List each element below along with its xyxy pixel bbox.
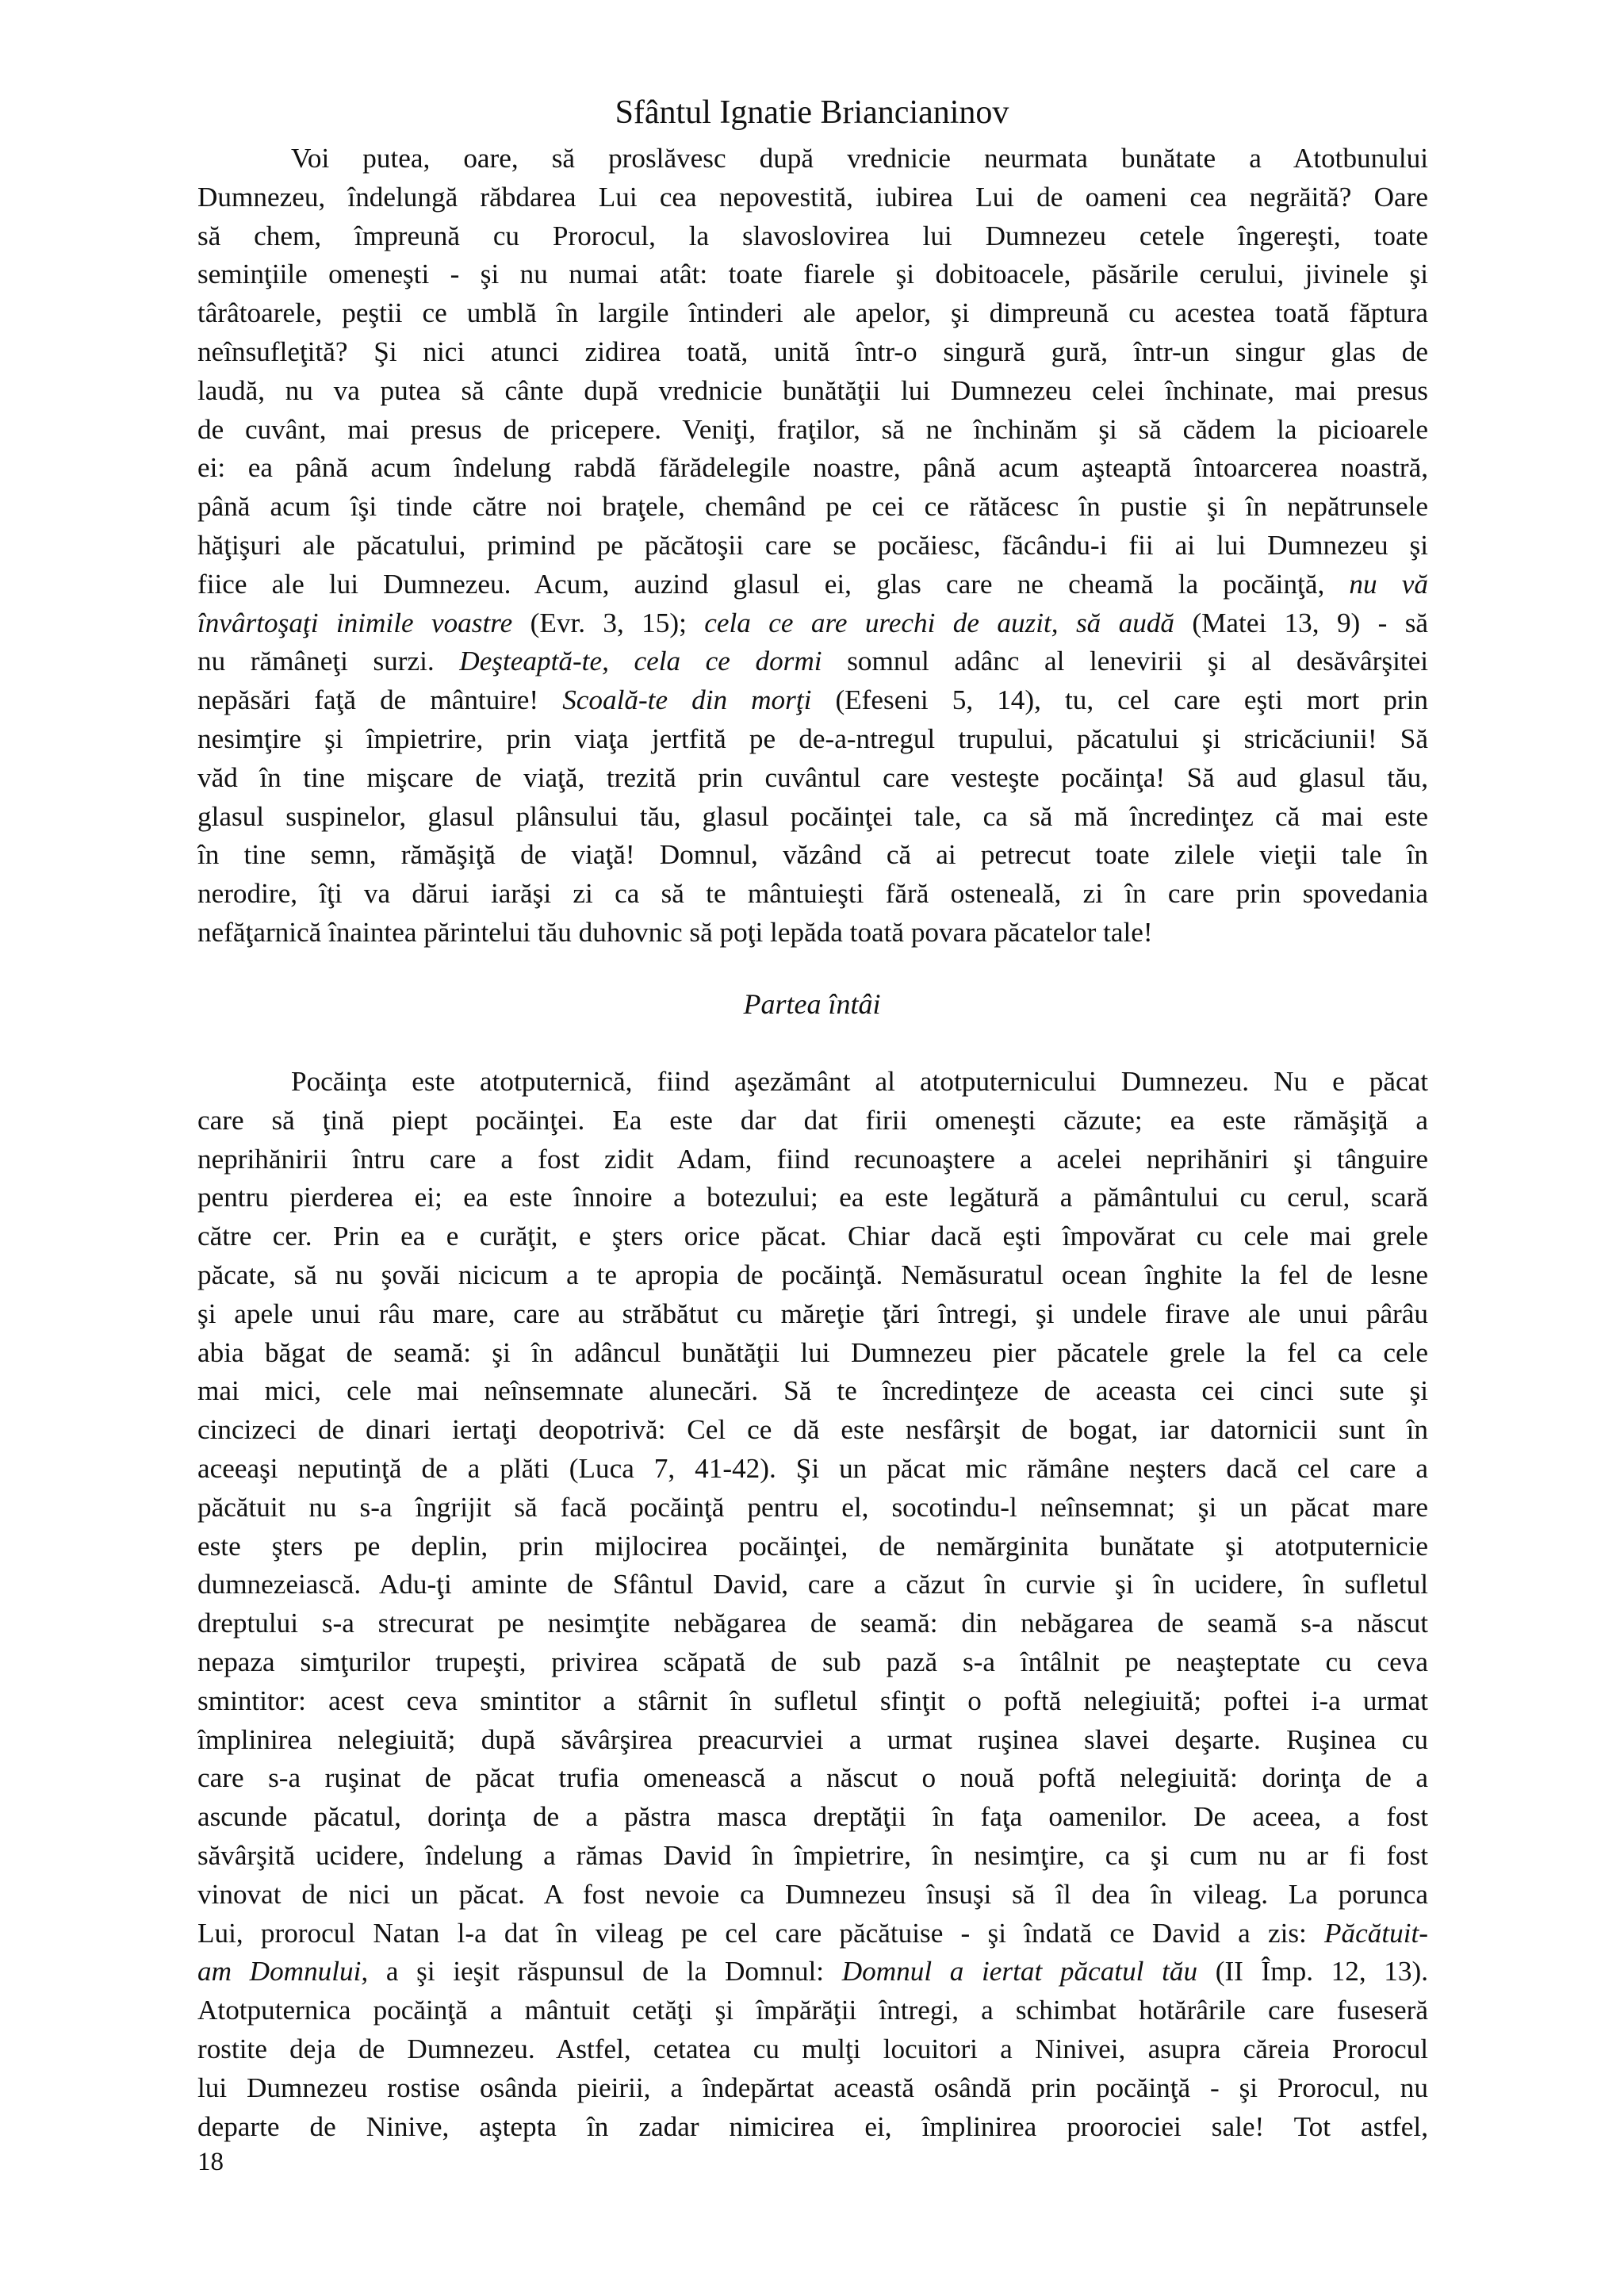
- scripture-quote: învârtoşaţi inimile voastre: [197, 607, 513, 638]
- text-line: [197, 642, 1428, 681]
- text-line: dumnezeiască. Adu-ţi aminte de Sfântul David, care a căzut în curvie şi în ucidere, în sufletul: [197, 1569, 1428, 1600]
- text-line: către cer. Prin ea e curăţit, e şters orice păcat. Chiar dacă eşti împovărat cu cele mai grele: [197, 1221, 1428, 1252]
- text-line: vinovat de nici un păcat. A fost nevoie ca Dumnezeu însuşi să îl dea în vileag. La porunca: [197, 1878, 1428, 1910]
- running-title: Sfântul Ignatie Briancianinov: [615, 94, 1009, 131]
- text-run: nepăsări faţă de mântuire!: [197, 684, 539, 716]
- text-line: ei: ea până acum îndelung rabdă fărădelegile noastre, până acum aşteaptă întoarcerea noastră,: [197, 452, 1428, 484]
- text-line: de cuvânt, mai presus de pricepere. Veniţi, fraţilor, să ne închinăm şi să cădem la picioarele: [197, 413, 1428, 445]
- text-line: să chem, împreună cu Prorocul, la slavoslovirea lui Dumnezeu cetele îngereşti, toate: [197, 220, 1428, 251]
- scripture-reference: (Matei 13, 9) - să: [1192, 607, 1428, 638]
- text-line: Dumnezeu, îndelungă răbdarea Lui cea nepovestită, iubirea Lui de oameni cea negrăită? Oare: [197, 181, 1428, 213]
- text-line: dreptului s-a strecurat pe nesimţite nebăgarea de seamă: din nebăgarea de seamă s-a născut: [197, 1608, 1428, 1639]
- scripture-reference: (II Împ. 12, 13).: [1215, 1956, 1428, 1987]
- text-line: săvârşită ucidere, îndelung a rămas David în împietrire, în nesimţire, ca şi cum nu ar fi fost: [197, 1839, 1428, 1871]
- text-line: nefăţarnică înaintea părintelui tău duhovnic să poţi lepăda toată povara păcatelor tale!: [197, 916, 1153, 948]
- text-line: smintitor: acest ceva smintitor a stârnit în sufletul sfinţit o poftă nelegiuită; poftei i-a urmat: [197, 1685, 1428, 1716]
- scripture-reference: (Efeseni 5, 14), tu, cel care eşti mort prin: [835, 684, 1428, 716]
- text-line: văd în tine mişcare de viaţă, trezită prin cuvântul care vesteşte pocăinţa! Să aud glasul tău,: [197, 761, 1428, 793]
- text-line: târâtoarele, peştii ce umblă în largile întinderi ale apelor, şi dimpreună cu acestea toată făptura: [197, 297, 1428, 329]
- text-line: în tine semn, rămăşiţă de viaţă! Domnul, văzând că ai petrecut toate zilele vieţii tale în: [197, 839, 1428, 871]
- scripture-reference: (Evr. 3, 15);: [530, 607, 687, 638]
- text-line: lui Dumnezeu rostise osânda pieirii, a îndepărtat această osândă prin pocăinţă - şi Prorocul, nu: [197, 2072, 1428, 2103]
- text-line: cincizeci de dinari iertaţi deopotrivă: Cel ce dă este nesfârşit de bogat, iar datornicii sunt în: [197, 1414, 1428, 1446]
- text-line: seminţiile omeneşti - şi nu numai atât: toate fiarele şi dobitoacele, păsările cerului, jivinele şi: [197, 259, 1428, 290]
- scripture-quote: Păcătuit-: [1324, 1917, 1428, 1949]
- scripture-quote: cela ce are urechi de auzit, să audă: [704, 607, 1175, 638]
- text-line: păcate, să nu şovăi nicicum a te apropia de pocăinţă. Nemăsuratul ocean înghite la fel de lesne: [197, 1259, 1428, 1290]
- text-line: [197, 1953, 1428, 1991]
- text-line: [197, 604, 1428, 643]
- text-line: Atotputernica pocăinţă a mântuit cetăţi şi împărăţii întregi, a schimbat hotărârile care fuseseră: [197, 1995, 1428, 2026]
- text-line: împlinirea nelegiuită; după săvârşirea preacurviei a urmat ruşinea slavei deşarte. Ruşinea cu: [197, 1723, 1428, 1755]
- text-line: laudă, nu va putea să cânte după vrednicie bunătăţii lui Dumnezeu celei închinate, mai presus: [197, 374, 1428, 406]
- text-line: [197, 1915, 1428, 1953]
- text-run: fiice ale lui Dumnezeu. Acum, auzind glasul ei, glas care ne cheamă la pocăinţă,: [197, 568, 1325, 600]
- text-line: departe de Ninive, aştepta în zadar nimicirea ei, împlinirea proorociei sale! Tot astfel,: [197, 2110, 1428, 2142]
- text-line: până acum îşi tinde către noi braţele, chemând pe cei ce rătăcesc în pustie şi în nepătrunsele: [197, 491, 1428, 523]
- section-heading: Partea întâi: [743, 988, 881, 1020]
- scripture-quote: nu vă: [1349, 568, 1428, 600]
- page-number: 18: [197, 2148, 224, 2176]
- text-line: şi apele unui râu mare, care au străbătut cu măreţie ţări întregi, şi undele firave ale unui pârâu: [197, 1297, 1428, 1329]
- text-run: nu rămâneţi surzi.: [197, 646, 435, 677]
- text-line: mai mici, cele mai neînsemnate alunecări. Să te încredinţeze de aceasta cei cinci sute şi: [197, 1375, 1428, 1407]
- text-run: Lui, prorocul Natan l-a dat în vileag pe cel care păcătuise - şi îndată ce David a zis:: [197, 1917, 1307, 1949]
- text-line: glasul suspinelor, glasul plânsului tău, glasul pocăinţei tale, ca să mă încredinţez că mai este: [197, 800, 1428, 832]
- text-line: pentru pierderea ei; ea este înnoire a botezului; ea este legătură a pământului cu cerul, scară: [197, 1182, 1428, 1213]
- text-line: aceeaşi neputinţă de a plăti (Luca 7, 41-42). Şi un păcat mic rămâne neşters dacă cel care a: [197, 1452, 1428, 1484]
- text-line: nesimţire şi împietrire, prin viaţa jertfită pe de-a-ntregul trupului, păcatului şi stricăciunii! Să: [197, 723, 1428, 754]
- text-line: nerodire, îţi va dărui iarăşi zi ca să te mântuieşti fără osteneală, zi în care prin spovedania: [197, 878, 1428, 910]
- text-line: este şters pe deplin, prin mijlocirea pocăinţei, de nemărginita bunătate şi atotputernicie: [197, 1530, 1428, 1562]
- text-line: abia băgat de seamă: şi în adâncul bunătăţii lui Dumnezeu pier păcatele grele la fel ca cele: [197, 1336, 1428, 1368]
- text-line: Pocăinţa este atotputernică, fiind aşezământ al atotputernicului Dumnezeu. Nu e păcat: [291, 1066, 1428, 1097]
- main-paragraph: [197, 1063, 1428, 2146]
- text-line: rostite deja de Dumnezeu. Astfel, cetatea cu mulţi locuitori a Ninivei, asupra căreia Prorocul: [197, 2033, 1428, 2064]
- scripture-quote: Domnul a iertat păcatul tău: [841, 1956, 1198, 1987]
- text-run: a şi ieşit răspunsul de la Domnul:: [385, 1956, 825, 1987]
- scripture-quote: am Domnului,: [197, 1956, 369, 1987]
- text-line: păcătuit nu s-a îngrijit să facă pocăinţă pentru el, socotindu-l neînsemnat; şi un păcat mare: [197, 1491, 1428, 1523]
- text-line: [197, 565, 1428, 604]
- scripture-quote: Deşteaptă-te, cela ce dormi: [459, 646, 822, 677]
- text-line: hăţişuri ale păcatului, primind pe păcătoşii care se pocăiesc, făcându-i fii ai lui Dumnezeu şi: [197, 529, 1428, 561]
- text-line: care s-a ruşinat de păcat trufia omenească a născut o nouă poftă nelegiuită: dorinţa de a: [197, 1762, 1428, 1794]
- intro-paragraph: [197, 140, 1428, 953]
- text-line: neprihănirii întru care a fost zidit Adam, fiind recunoaştere a acelei neprihăniri şi tânguire: [197, 1143, 1428, 1175]
- text-line: nepaza simţurilor trupeşti, privirea scăpată de sub pază s-a întâlnit pe neaşteptate cu ceva: [197, 1646, 1428, 1677]
- text-line: [197, 681, 1428, 720]
- text-line: neînsufleţită? Şi nici atunci zidirea toată, unită într-o singură gură, într-un singur glas de: [197, 335, 1428, 367]
- text-line: ascunde păcatul, dorinţa de a păstra masca dreptăţii în faţa oamenilor. De aceea, a fost: [197, 1801, 1428, 1833]
- text-run: somnul adânc al lenevirii şi al desăvârşitei: [847, 646, 1428, 677]
- scripture-quote: Scoală-te din morţi: [562, 684, 812, 716]
- text-line: Voi putea, oare, să proslăvesc după vrednicie neurmata bunătate a Atotbunului: [291, 143, 1428, 174]
- text-line: care să ţină piept pocăinţei. Ea este dar dat firii omeneşti căzute; ea este rămăşiţă a: [197, 1104, 1428, 1136]
